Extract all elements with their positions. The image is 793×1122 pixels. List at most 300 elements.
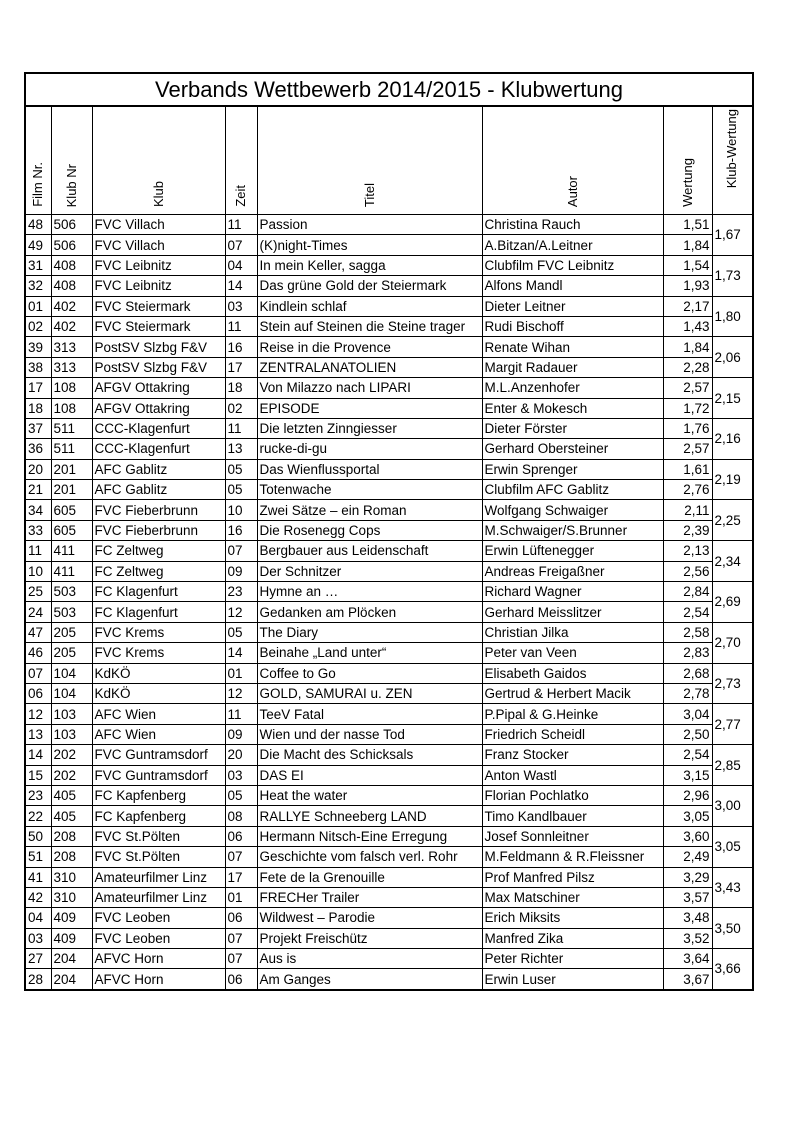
table-row xyxy=(25,541,753,561)
table-row xyxy=(25,683,753,703)
wertung-cell: 3,48 xyxy=(663,908,712,928)
zeit-cell: 11 xyxy=(225,316,257,336)
zeit-cell: 03 xyxy=(225,296,257,316)
header-titel xyxy=(257,106,482,215)
table-row xyxy=(25,582,753,602)
wertung-cell: 2,58 xyxy=(663,622,712,642)
film-nr-cell: 39 xyxy=(25,337,51,357)
film-nr-cell: 36 xyxy=(25,439,51,459)
klub-cell: CCC-Klagenfurt xyxy=(92,439,225,459)
film-nr-cell: 37 xyxy=(25,418,51,438)
wertung-cell: 3,67 xyxy=(663,969,712,990)
zeit-cell: 05 xyxy=(225,459,257,479)
titel-cell: Bergbauer aus Leidenschaft xyxy=(257,541,482,561)
klub-cell: FVC Krems xyxy=(92,643,225,663)
autor-cell: Erwin Sprenger xyxy=(482,459,663,479)
titel-cell: Das Wienflussportal xyxy=(257,459,482,479)
zeit-cell: 11 xyxy=(225,418,257,438)
titel-cell: Hermann Nitsch-Eine Erregung xyxy=(257,826,482,846)
zeit-cell: 01 xyxy=(225,663,257,683)
header-wertung xyxy=(663,106,712,215)
film-nr-cell: 22 xyxy=(25,806,51,826)
zeit-cell: 07 xyxy=(225,847,257,867)
titel-cell: Reise in die Provence xyxy=(257,337,482,357)
wertung-cell: 1,84 xyxy=(663,235,712,255)
table-row xyxy=(25,296,753,316)
zeit-cell: 07 xyxy=(225,235,257,255)
zeit-cell: 13 xyxy=(225,439,257,459)
klub-cell: FVC Guntramsdorf xyxy=(92,745,225,765)
titel-cell: DAS EI xyxy=(257,765,482,785)
klub-wertung-cell: 2,70 xyxy=(712,622,753,663)
zeit-cell: 02 xyxy=(225,398,257,418)
titel-cell: Geschichte vom falsch verl. Rohr xyxy=(257,847,482,867)
autor-cell: Timo Kandlbauer xyxy=(482,806,663,826)
klub-cell: FC Zeltweg xyxy=(92,561,225,581)
autor-cell: Franz Stocker xyxy=(482,745,663,765)
klub-cell: AFC Wien xyxy=(92,704,225,724)
autor-cell: Margit Radauer xyxy=(482,357,663,377)
header-film-nr-label: Film Nr. xyxy=(30,162,46,207)
table-row xyxy=(25,235,753,255)
klub-nr-cell: 605 xyxy=(51,520,92,540)
klub-wertung-cell: 2,77 xyxy=(712,704,753,745)
header-klub-nr-label: Klub Nr xyxy=(63,163,79,207)
klub-cell: FVC Steiermark xyxy=(92,316,225,336)
klub-nr-cell: 408 xyxy=(51,276,92,296)
autor-cell: M.Schwaiger/S.Brunner xyxy=(482,520,663,540)
titel-cell: GOLD, SAMURAI u. ZEN xyxy=(257,683,482,703)
klub-wertung-cell: 1,73 xyxy=(712,255,753,296)
zeit-cell: 05 xyxy=(225,480,257,500)
autor-cell: Clubfilm AFC Gablitz xyxy=(482,480,663,500)
klub-cell: FC Zeltweg xyxy=(92,541,225,561)
table-row xyxy=(25,337,753,357)
header-klub-wertung xyxy=(712,106,753,215)
titel-cell: TeeV Fatal xyxy=(257,704,482,724)
film-nr-cell: 07 xyxy=(25,663,51,683)
klub-wertung-cell: 1,80 xyxy=(712,296,753,337)
autor-cell: Dieter Leitner xyxy=(482,296,663,316)
titel-cell: Die Macht des Schicksals xyxy=(257,745,482,765)
header-autor xyxy=(482,106,663,215)
klub-cell: AFC Wien xyxy=(92,724,225,744)
autor-cell: Peter Richter xyxy=(482,949,663,969)
wertung-cell: 1,43 xyxy=(663,316,712,336)
wertung-cell: 2,83 xyxy=(663,643,712,663)
table-row xyxy=(25,276,753,296)
titel-cell: Der Schnitzer xyxy=(257,561,482,581)
table-row xyxy=(25,908,753,928)
wertung-cell: 2,49 xyxy=(663,847,712,867)
table-row xyxy=(25,704,753,724)
autor-cell: Erich Miksits xyxy=(482,908,663,928)
klub-cell: FVC Leoben xyxy=(92,928,225,948)
wertung-cell: 2,54 xyxy=(663,602,712,622)
klub-nr-cell: 202 xyxy=(51,765,92,785)
table-row xyxy=(25,745,753,765)
titel-cell: Heat the water xyxy=(257,785,482,805)
klub-nr-cell: 205 xyxy=(51,643,92,663)
zeit-cell: 06 xyxy=(225,826,257,846)
header-autor-label: Autor xyxy=(564,175,580,207)
autor-cell: Max Matschiner xyxy=(482,887,663,907)
film-nr-cell: 13 xyxy=(25,724,51,744)
autor-cell: Wolfgang Schwaiger xyxy=(482,500,663,520)
film-nr-cell: 42 xyxy=(25,887,51,907)
film-nr-cell: 27 xyxy=(25,949,51,969)
zeit-cell: 20 xyxy=(225,745,257,765)
wertung-cell: 2,57 xyxy=(663,439,712,459)
wertung-cell: 1,54 xyxy=(663,255,712,275)
zeit-cell: 06 xyxy=(225,969,257,990)
header-klub xyxy=(92,106,225,215)
table-body xyxy=(25,215,753,990)
wertung-cell: 3,29 xyxy=(663,867,712,887)
klub-nr-cell: 103 xyxy=(51,724,92,744)
table-row xyxy=(25,378,753,398)
header-zeit xyxy=(225,106,257,215)
klub-cell: AFC Gablitz xyxy=(92,480,225,500)
zeit-cell: 04 xyxy=(225,255,257,275)
wertung-cell: 3,64 xyxy=(663,949,712,969)
zeit-cell: 07 xyxy=(225,949,257,969)
titel-cell: Hymne an … xyxy=(257,582,482,602)
autor-cell: Josef Sonnleitner xyxy=(482,826,663,846)
klub-wertung-cell: 2,34 xyxy=(712,541,753,582)
header-zeit-label: Zeit xyxy=(233,185,248,207)
autor-cell: Clubfilm FVC Leibnitz xyxy=(482,255,663,275)
klub-cell: FVC St.Pölten xyxy=(92,847,225,867)
autor-cell: Christina Rauch xyxy=(482,215,663,235)
zeit-cell: 06 xyxy=(225,908,257,928)
table-row xyxy=(25,357,753,377)
klub-cell: FVC Guntramsdorf xyxy=(92,765,225,785)
klub-nr-cell: 409 xyxy=(51,928,92,948)
zeit-cell: 14 xyxy=(225,643,257,663)
zeit-cell: 05 xyxy=(225,785,257,805)
autor-cell: Rudi Bischoff xyxy=(482,316,663,336)
titel-cell: Von Milazzo nach LIPARI xyxy=(257,378,482,398)
klub-cell: FVC Krems xyxy=(92,622,225,642)
klub-nr-cell: 103 xyxy=(51,704,92,724)
zeit-cell: 10 xyxy=(225,500,257,520)
klub-nr-cell: 205 xyxy=(51,622,92,642)
titel-cell: Totenwache xyxy=(257,480,482,500)
klub-nr-cell: 310 xyxy=(51,887,92,907)
autor-cell: Christian Jilka xyxy=(482,622,663,642)
film-nr-cell: 24 xyxy=(25,602,51,622)
autor-cell: Manfred Zika xyxy=(482,928,663,948)
table-row xyxy=(25,561,753,581)
titel-cell: Das grüne Gold der Steiermark xyxy=(257,276,482,296)
film-nr-cell: 12 xyxy=(25,704,51,724)
zeit-cell: 01 xyxy=(225,887,257,907)
zeit-cell: 07 xyxy=(225,928,257,948)
table-row xyxy=(25,969,753,990)
klub-cell: KdKÖ xyxy=(92,663,225,683)
klub-cell: AFVC Horn xyxy=(92,949,225,969)
table-row xyxy=(25,806,753,826)
klub-wertung-cell: 2,85 xyxy=(712,745,753,786)
klub-nr-cell: 104 xyxy=(51,663,92,683)
film-nr-cell: 06 xyxy=(25,683,51,703)
wertung-cell: 1,51 xyxy=(663,215,712,235)
klub-nr-cell: 503 xyxy=(51,602,92,622)
titel-cell: (K)night-Times xyxy=(257,235,482,255)
film-nr-cell: 17 xyxy=(25,378,51,398)
titel-cell: In mein Keller, sagga xyxy=(257,255,482,275)
film-nr-cell: 51 xyxy=(25,847,51,867)
autor-cell: Dieter Förster xyxy=(482,418,663,438)
klub-nr-cell: 409 xyxy=(51,908,92,928)
zeit-cell: 08 xyxy=(225,806,257,826)
film-nr-cell: 25 xyxy=(25,582,51,602)
autor-cell: Prof Manfred Pilsz xyxy=(482,867,663,887)
autor-cell: P.Pipal & G.Heinke xyxy=(482,704,663,724)
wertung-cell: 3,04 xyxy=(663,704,712,724)
titel-cell: Coffee to Go xyxy=(257,663,482,683)
table-row xyxy=(25,785,753,805)
zeit-cell: 07 xyxy=(225,541,257,561)
wertung-cell: 2,57 xyxy=(663,378,712,398)
autor-cell: Gertrud & Herbert Macik xyxy=(482,683,663,703)
table-row xyxy=(25,520,753,540)
klub-wertung-cell: 2,73 xyxy=(712,663,753,704)
autor-cell: Elisabeth Gaidos xyxy=(482,663,663,683)
wertung-cell: 1,76 xyxy=(663,418,712,438)
table-row xyxy=(25,847,753,867)
klub-wertung-cell: 1,67 xyxy=(712,215,753,256)
autor-cell: Friedrich Scheidl xyxy=(482,724,663,744)
wertung-cell: 2,50 xyxy=(663,724,712,744)
zeit-cell: 14 xyxy=(225,276,257,296)
titel-cell: rucke-di-gu xyxy=(257,439,482,459)
header-wertung-label: Wertung xyxy=(679,158,695,207)
klub-cell: KdKÖ xyxy=(92,683,225,703)
titel-cell: Beinahe „Land unter“ xyxy=(257,643,482,663)
wertung-cell: 2,76 xyxy=(663,480,712,500)
wertung-cell: 1,61 xyxy=(663,459,712,479)
film-nr-cell: 33 xyxy=(25,520,51,540)
klub-cell: PostSV Slzbg F&V xyxy=(92,337,225,357)
wertung-cell: 2,54 xyxy=(663,745,712,765)
table-row xyxy=(25,215,753,235)
klub-nr-cell: 202 xyxy=(51,745,92,765)
film-nr-cell: 02 xyxy=(25,316,51,336)
zeit-cell: 18 xyxy=(225,378,257,398)
titel-cell: RALLYE Schneeberg LAND xyxy=(257,806,482,826)
table-row xyxy=(25,949,753,969)
zeit-cell: 16 xyxy=(225,337,257,357)
titel-cell: Kindlein schlaf xyxy=(257,296,482,316)
wertung-cell: 3,15 xyxy=(663,765,712,785)
autor-cell: Richard Wagner xyxy=(482,582,663,602)
film-nr-cell: 23 xyxy=(25,785,51,805)
titel-cell: Die letzten Zinngiesser xyxy=(257,418,482,438)
klub-wertung-cell: 3,66 xyxy=(712,949,753,990)
table-row xyxy=(25,602,753,622)
klub-wertung-cell: 2,69 xyxy=(712,582,753,623)
klub-cell: FC Klagenfurt xyxy=(92,582,225,602)
klub-nr-cell: 511 xyxy=(51,439,92,459)
klub-cell: FVC Villach xyxy=(92,215,225,235)
wertung-cell: 2,28 xyxy=(663,357,712,377)
page-title: Verbands Wettbewerb 2014/2015 - Klubwertung xyxy=(25,73,753,106)
klub-nr-cell: 108 xyxy=(51,378,92,398)
wertung-cell: 3,60 xyxy=(663,826,712,846)
film-nr-cell: 21 xyxy=(25,480,51,500)
wertung-cell: 2,13 xyxy=(663,541,712,561)
wertung-cell: 3,57 xyxy=(663,887,712,907)
autor-cell: Florian Pochlatko xyxy=(482,785,663,805)
klub-nr-cell: 208 xyxy=(51,847,92,867)
table-row xyxy=(25,663,753,683)
film-nr-cell: 49 xyxy=(25,235,51,255)
klub-cell: FVC Fieberbrunn xyxy=(92,520,225,540)
wertung-cell: 2,68 xyxy=(663,663,712,683)
klub-nr-cell: 411 xyxy=(51,541,92,561)
klub-nr-cell: 313 xyxy=(51,337,92,357)
film-nr-cell: 38 xyxy=(25,357,51,377)
klub-wertung-cell: 2,16 xyxy=(712,418,753,459)
klub-nr-cell: 605 xyxy=(51,500,92,520)
film-nr-cell: 50 xyxy=(25,826,51,846)
autor-cell: Andreas Freigaßner xyxy=(482,561,663,581)
table-row xyxy=(25,622,753,642)
klub-nr-cell: 310 xyxy=(51,867,92,887)
titel-cell: Stein auf Steinen die Steine trager xyxy=(257,316,482,336)
klub-nr-cell: 506 xyxy=(51,235,92,255)
film-nr-cell: 46 xyxy=(25,643,51,663)
autor-cell: Gerhard Obersteiner xyxy=(482,439,663,459)
table-row xyxy=(25,255,753,275)
klub-nr-cell: 506 xyxy=(51,215,92,235)
klub-nr-cell: 405 xyxy=(51,806,92,826)
titel-cell: FRECHer Trailer xyxy=(257,887,482,907)
film-nr-cell: 04 xyxy=(25,908,51,928)
results-table xyxy=(24,72,754,991)
klub-nr-cell: 204 xyxy=(51,969,92,990)
klub-nr-cell: 204 xyxy=(51,949,92,969)
autor-cell: Erwin Luser xyxy=(482,969,663,990)
klub-nr-cell: 402 xyxy=(51,296,92,316)
klub-wertung-cell: 2,19 xyxy=(712,459,753,500)
klub-wertung-cell: 2,06 xyxy=(712,337,753,378)
zeit-cell: 12 xyxy=(225,683,257,703)
klub-cell: FVC Leibnitz xyxy=(92,276,225,296)
klub-cell: FC Kapfenberg xyxy=(92,785,225,805)
table-row xyxy=(25,765,753,785)
autor-cell: Enter & Mokesch xyxy=(482,398,663,418)
titel-cell: Wien und der nasse Tod xyxy=(257,724,482,744)
autor-cell: M.Feldmann & R.Fleissner xyxy=(482,847,663,867)
klub-nr-cell: 201 xyxy=(51,459,92,479)
zeit-cell: 16 xyxy=(225,520,257,540)
titel-cell: Gedanken am Plöcken xyxy=(257,602,482,622)
header-film-nr xyxy=(25,106,51,215)
klub-nr-cell: 411 xyxy=(51,561,92,581)
klub-cell: PostSV Slzbg F&V xyxy=(92,357,225,377)
autor-cell: Erwin Lüftenegger xyxy=(482,541,663,561)
klub-cell: AFVC Horn xyxy=(92,969,225,990)
film-nr-cell: 41 xyxy=(25,867,51,887)
title-row xyxy=(25,73,753,106)
autor-cell: M.L.Anzenhofer xyxy=(482,378,663,398)
zeit-cell: 11 xyxy=(225,215,257,235)
film-nr-cell: 18 xyxy=(25,398,51,418)
film-nr-cell: 03 xyxy=(25,928,51,948)
film-nr-cell: 01 xyxy=(25,296,51,316)
titel-cell: Passion xyxy=(257,215,482,235)
wertung-cell: 1,93 xyxy=(663,276,712,296)
klub-cell: Amateurfilmer Linz xyxy=(92,867,225,887)
autor-cell: Anton Wastl xyxy=(482,765,663,785)
header-klub-label: Klub xyxy=(150,180,166,207)
wertung-cell: 2,78 xyxy=(663,683,712,703)
klub-cell: FVC Steiermark xyxy=(92,296,225,316)
film-nr-cell: 31 xyxy=(25,255,51,275)
titel-cell: Fete de la Grenouille xyxy=(257,867,482,887)
film-nr-cell: 10 xyxy=(25,561,51,581)
autor-cell: Alfons Mandl xyxy=(482,276,663,296)
zeit-cell: 17 xyxy=(225,867,257,887)
film-nr-cell: 48 xyxy=(25,215,51,235)
header-klub-wertung-label: Klub-Wertung xyxy=(724,109,740,189)
titel-cell: The Diary xyxy=(257,622,482,642)
zeit-cell: 11 xyxy=(225,704,257,724)
table-row xyxy=(25,887,753,907)
klub-nr-cell: 201 xyxy=(51,480,92,500)
header-klub-nr xyxy=(51,106,92,215)
table-row xyxy=(25,459,753,479)
klub-wertung-cell: 2,15 xyxy=(712,378,753,419)
wertung-cell: 2,17 xyxy=(663,296,712,316)
klub-cell: AFGV Ottakring xyxy=(92,378,225,398)
film-nr-cell: 34 xyxy=(25,500,51,520)
klub-cell: AFGV Ottakring xyxy=(92,398,225,418)
klub-wertung-cell: 3,05 xyxy=(712,826,753,867)
table-row xyxy=(25,480,753,500)
autor-cell: Renate Wihan xyxy=(482,337,663,357)
film-nr-cell: 20 xyxy=(25,459,51,479)
titel-cell: Zwei Sätze – ein Roman xyxy=(257,500,482,520)
zeit-cell: 09 xyxy=(225,561,257,581)
table-row xyxy=(25,500,753,520)
titel-cell: Aus is xyxy=(257,949,482,969)
table-row xyxy=(25,643,753,663)
klub-cell: FVC Leibnitz xyxy=(92,255,225,275)
klub-nr-cell: 511 xyxy=(51,418,92,438)
film-nr-cell: 14 xyxy=(25,745,51,765)
klub-nr-cell: 108 xyxy=(51,398,92,418)
klub-cell: FVC Leoben xyxy=(92,908,225,928)
wertung-cell: 1,72 xyxy=(663,398,712,418)
film-nr-cell: 15 xyxy=(25,765,51,785)
table-row xyxy=(25,316,753,336)
table-row xyxy=(25,418,753,438)
film-nr-cell: 32 xyxy=(25,276,51,296)
titel-cell: EPISODE xyxy=(257,398,482,418)
klub-wertung-cell: 2,25 xyxy=(712,500,753,541)
titel-cell: ZENTRALANATOLIEN xyxy=(257,357,482,377)
zeit-cell: 12 xyxy=(225,602,257,622)
wertung-cell: 2,56 xyxy=(663,561,712,581)
klub-nr-cell: 405 xyxy=(51,785,92,805)
wertung-cell: 1,84 xyxy=(663,337,712,357)
table-row xyxy=(25,928,753,948)
klub-wertung-cell: 3,50 xyxy=(712,908,753,949)
